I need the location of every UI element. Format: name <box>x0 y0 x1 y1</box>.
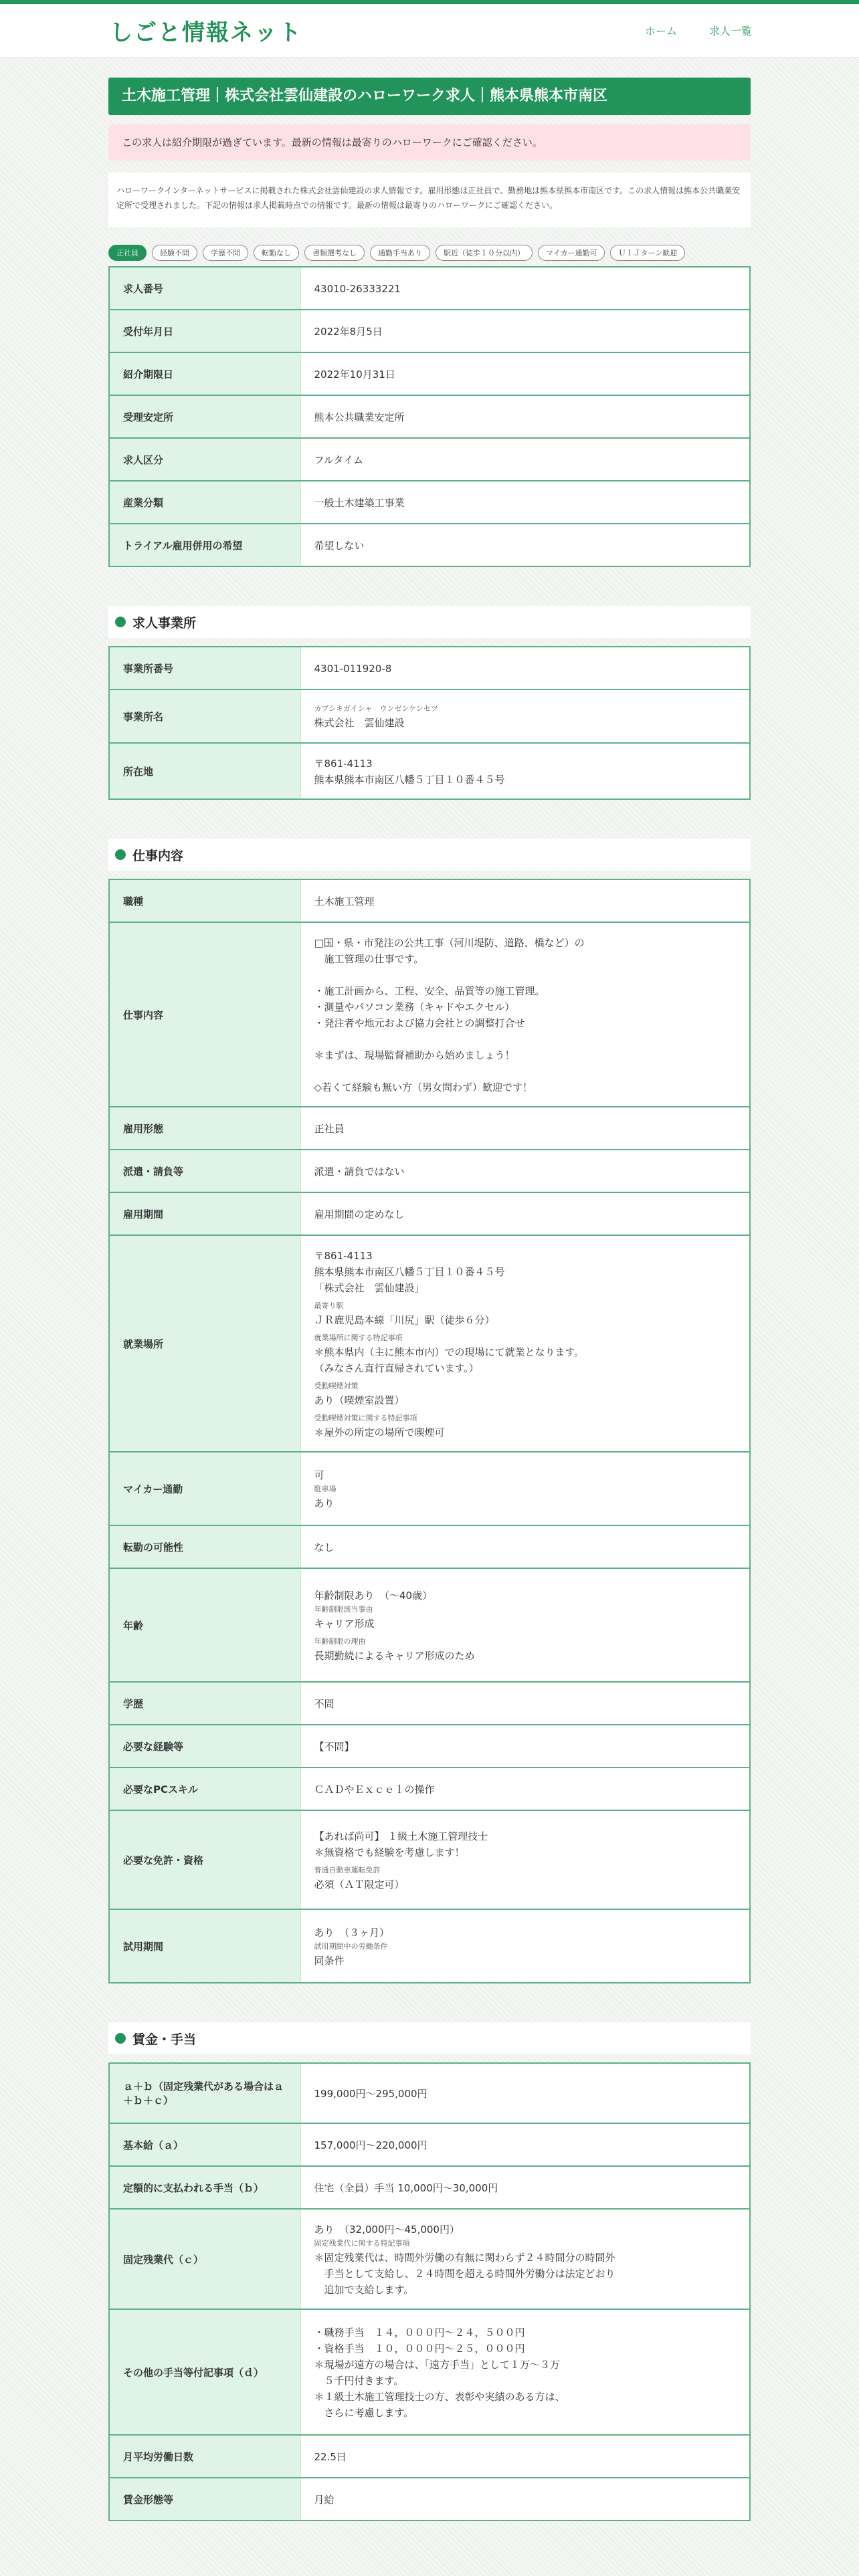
row-value: 住宅（全員）手当 10,000円〜30,000円 <box>300 2166 750 2209</box>
car-commute-value: 可 <box>314 1469 324 1481</box>
row-value: 43010-26333221 <box>300 267 750 310</box>
table-row <box>109 1725 750 1767</box>
table-row <box>109 438 750 481</box>
section-title: 賃金・手当 <box>132 2032 197 2047</box>
row-label: 求人番号 <box>109 267 300 310</box>
field-sublabel: 固定残業代に関する特記事項 <box>314 2239 410 2248</box>
table-row <box>109 689 750 743</box>
row-label: トライアル雇用併用の希望 <box>109 524 300 566</box>
row-value: 4301-011920-8 <box>300 647 750 689</box>
row-value: 一般土木建築工事業 <box>300 481 750 524</box>
table-row <box>109 1150 750 1192</box>
smoking-note: ＊屋外の所定の場所で喫煙可 <box>314 1426 445 1438</box>
row-value <box>300 1568 750 1682</box>
row-label: 受理安定所 <box>109 395 300 438</box>
bullet-dot-icon <box>115 2033 126 2044</box>
smoking-policy: あり（喫煙室設置） <box>314 1394 405 1406</box>
row-value: 【不問】 <box>300 1725 750 1767</box>
table-row <box>109 2063 750 2123</box>
tag-car-commute: マイカー通勤可 <box>538 245 605 261</box>
field-sublabel: 年齢制限の理由 <box>314 1637 366 1646</box>
row-value: 希望しない <box>314 540 365 552</box>
table-row <box>109 1525 750 1568</box>
table-row <box>109 1568 750 1682</box>
bullet-dot-icon <box>115 849 126 860</box>
field-sublabel: 最寄り駅 <box>314 1301 344 1310</box>
row-value <box>300 1909 750 1983</box>
row-label: 派遣・請負等 <box>109 1150 300 1192</box>
table-row <box>109 2478 750 2520</box>
row-label: 受付年月日 <box>109 310 300 352</box>
field-sublabel: 年齢制限該当事由 <box>314 1605 373 1614</box>
row-label: 雇用期間 <box>109 1192 300 1235</box>
nav-home-link[interactable]: ホーム <box>644 25 677 37</box>
row-value: 正社員 <box>300 1107 750 1150</box>
table-row <box>109 1909 750 1983</box>
table-row <box>109 1810 750 1909</box>
row-label: 学歴 <box>109 1682 300 1725</box>
row-value: 雇用期間の定めなし <box>300 1192 750 1235</box>
row-value: 157,000円〜220,000円 <box>300 2123 750 2166</box>
tag-full-time: 正社員 <box>108 245 147 261</box>
tag-commute-allowance: 通勤手当あり <box>370 245 430 261</box>
row-value <box>300 1235 750 1452</box>
age-limit: 年齢制限あり （〜40歳） <box>314 1590 433 1602</box>
table-row <box>109 524 750 566</box>
row-value <box>300 2209 750 2309</box>
tag-no-transfer: 転勤なし <box>254 245 299 261</box>
nav-job-list-link[interactable]: 求人一覧 <box>708 25 752 37</box>
nearest-station: ＪＲ鹿児島本線「川尻」駅（徒歩６分） <box>314 1314 495 1326</box>
row-value: ＣＡＤやＥｘｃｅｌの操作 <box>300 1767 750 1810</box>
row-label: 定額的に支払われる手当（ｂ） <box>109 2166 300 2209</box>
field-sublabel: 試用期間中の労働条件 <box>314 1942 388 1951</box>
parking-value: あり <box>314 1497 335 1509</box>
table-row <box>109 647 750 689</box>
table-row <box>109 1452 750 1525</box>
field-sublabel: 普通自動車運転免許 <box>314 1866 381 1874</box>
row-label: 必要な免許・資格 <box>109 1810 300 1909</box>
table-row <box>109 267 750 310</box>
section-heading-office <box>108 606 751 638</box>
fixed-overtime-note: ＊固定残業代は、時間外労働の有無に関わらず２４時間分の時間外 手当として支給し、２４時間を超える時間外労働分は法定どおり 追加で支給します。 <box>314 2252 615 2296</box>
section-title: 仕事内容 <box>132 848 184 863</box>
row-value: 派遣・請負ではない <box>300 1150 750 1192</box>
page-title: 土木施工管理｜株式会社雲仙建設のハローワーク求人｜熊本県熊本市南区 <box>108 78 751 115</box>
trial-condition: 同条件 <box>314 1955 345 1967</box>
table-row <box>109 1235 750 1452</box>
row-value: 199,000円〜295,000円 <box>300 2063 750 2123</box>
site-header <box>0 4 859 58</box>
row-label: 事業所番号 <box>109 647 300 689</box>
company-kana: カブシキガイシャ ウンゼンケンセツ <box>314 704 438 713</box>
row-label: 仕事内容 <box>109 922 300 1107</box>
other-allowances: ・職務手当 １４，０００円〜２４，５００円 ・資格手当 １０，０００円〜２５，０００円 ＊現場が遠方の場合は、「遠方手当」として１万〜３万 ５千円付きます。 ＊１級土木施工管理技士の方、表彰や実績のある方は、 さらに考慮します。 <box>300 2309 750 2435</box>
summary-table <box>108 266 751 567</box>
table-row <box>109 481 750 524</box>
license-text: 【あれば尚可】 １級土木施工管理技士 ＊無資格でも経験を考慮します！ <box>314 1830 488 1858</box>
table-row <box>109 352 750 395</box>
row-label: 紹介期限日 <box>109 352 300 395</box>
section-title: 求人事業所 <box>132 615 197 631</box>
row-value <box>300 689 750 743</box>
company-name: 株式会社 雲仙建設 <box>314 717 405 729</box>
table-row <box>109 2309 750 2435</box>
row-label: マイカー通勤 <box>109 1452 300 1525</box>
table-row <box>109 1682 750 1725</box>
table-row <box>109 2209 750 2309</box>
description-notice: ハローワークインターネットサービスに掲載された株式会社雲仙建設の求人情報です。雇用形態は正社員で、勤務地は熊本県熊本市南区です。この求人情報は熊本公共職業安定所で受理されました。下記の情報は求人掲載時点での情報です。最新の情報は最寄りのハローワークにご確認ください。 <box>108 173 751 227</box>
row-label: その他の手当等付記事項（ｄ） <box>109 2309 300 2435</box>
table-row <box>109 395 750 438</box>
workplace-note: ＊熊本県内（主に熊本市内）での現場にて就業となります。 （みなさん直行直帰されています。） <box>314 1346 585 1374</box>
table-row <box>109 2166 750 2209</box>
trial-period: あり （３ヶ月） <box>314 1927 390 1939</box>
table-row <box>109 743 750 799</box>
row-value <box>300 743 750 799</box>
row-label: 職種 <box>109 879 300 922</box>
tag-no-screening: 書類選考なし <box>304 245 365 261</box>
site-logo[interactable]: しごと情報ネット <box>110 19 302 46</box>
postal-code: 〒861-4113 <box>314 758 373 770</box>
row-value: 22.5日 <box>300 2435 750 2478</box>
field-sublabel: 受動喫煙対策 <box>314 1382 359 1390</box>
row-value: 月給 <box>314 2494 335 2506</box>
expired-notice: この求人は紹介期限が過ぎています。最新の情報は最寄りのハローワークにご確認ください。 <box>108 124 751 160</box>
row-value <box>300 1810 750 1909</box>
row-value: 2022年10月31日 <box>300 352 750 395</box>
row-label: 就業場所 <box>109 1235 300 1452</box>
main-content <box>108 58 751 2521</box>
row-value: フルタイム <box>300 438 750 481</box>
row-label: 年齢 <box>109 1568 300 1682</box>
table-row <box>109 1192 750 1235</box>
wage-table <box>108 2062 751 2521</box>
row-label: 転勤の可能性 <box>109 1525 300 1568</box>
row-label: 雇用形態 <box>109 1107 300 1150</box>
row-label: 必要な経験等 <box>109 1725 300 1767</box>
row-value: なし <box>300 1525 750 1568</box>
row-label: 固定残業代（ｃ） <box>109 2209 300 2309</box>
row-label: 所在地 <box>109 743 300 799</box>
feature-tags <box>108 245 751 261</box>
row-label: 必要なPCスキル <box>109 1767 300 1810</box>
address: 熊本県熊本市南区八幡５丁目１０番４５号 <box>314 774 505 786</box>
row-label: 基本給（ａ） <box>109 2123 300 2166</box>
driver-license: 必須（ＡＴ限定可） <box>314 1879 405 1891</box>
tag-no-experience: 経験不問 <box>152 245 197 261</box>
office-table <box>108 646 751 800</box>
fixed-overtime: あり （32,000円〜45,000円） <box>314 2224 460 2236</box>
tag-near-station: 駅近（徒歩１０分以内） <box>436 245 533 261</box>
workplace-address: 熊本県熊本市南区八幡５丁目１０番４５号 <box>314 1266 505 1278</box>
row-label: 事業所名 <box>109 689 300 743</box>
section-heading-wage <box>108 2022 751 2054</box>
bullet-dot-icon <box>115 617 126 627</box>
table-row <box>109 2123 750 2166</box>
section-heading-job <box>108 839 751 871</box>
row-label: ａ＋ｂ（固定残業代がある場合はａ＋ｂ＋ｃ） <box>109 2063 300 2123</box>
table-row <box>109 922 750 1107</box>
age-why: 長期勤続によるキャリア形成のため <box>314 1650 475 1662</box>
row-value <box>300 1452 750 1525</box>
row-value: 土木施工管理 <box>300 879 750 922</box>
tag-uij-turn: ＵＩＪターン歓迎 <box>610 245 685 261</box>
table-row <box>109 1767 750 1810</box>
workplace-postal: 〒861-4113 <box>314 1250 373 1262</box>
row-label: 月平均労働日数 <box>109 2435 300 2478</box>
row-value: 熊本公共職業安定所 <box>300 395 750 438</box>
job-table <box>108 879 751 1983</box>
row-label: 求人区分 <box>109 438 300 481</box>
age-reason: キャリア形成 <box>314 1618 375 1630</box>
field-sublabel: 受動喫煙対策に関する特記事項 <box>314 1414 417 1422</box>
job-description: □国・県・市発注の公共工事（河川堤防、道路、橋など）の 施工管理の仕事です。 ・施工計画から、工程、安全、品質等の施工管理。 ・測量やパソコン業務（キャドやエクセル） ・発注者や地元および協力会社との調整打合せ ＊まずは、現場監督補助から始めましょう！ ◇若くて経験も無い方（男女問わず）歓迎です！ <box>300 922 750 1107</box>
row-label: 試用期間 <box>109 1909 300 1983</box>
row-label: 賃金形態等 <box>109 2478 300 2520</box>
table-row <box>109 879 750 922</box>
table-row <box>109 1107 750 1150</box>
tag-no-education: 学歴不問 <box>203 245 248 261</box>
field-sublabel: 駐車場 <box>314 1485 337 1493</box>
row-value: 不問 <box>300 1682 750 1725</box>
field-sublabel: 就業場所に関する特記事項 <box>314 1333 403 1342</box>
row-label: 産業分類 <box>109 481 300 524</box>
table-row <box>109 2435 750 2478</box>
table-row <box>109 310 750 352</box>
row-value: 2022年8月5日 <box>300 310 750 352</box>
global-nav <box>645 23 752 38</box>
workplace-company: 「株式会社 雲仙建設」 <box>314 1282 425 1294</box>
